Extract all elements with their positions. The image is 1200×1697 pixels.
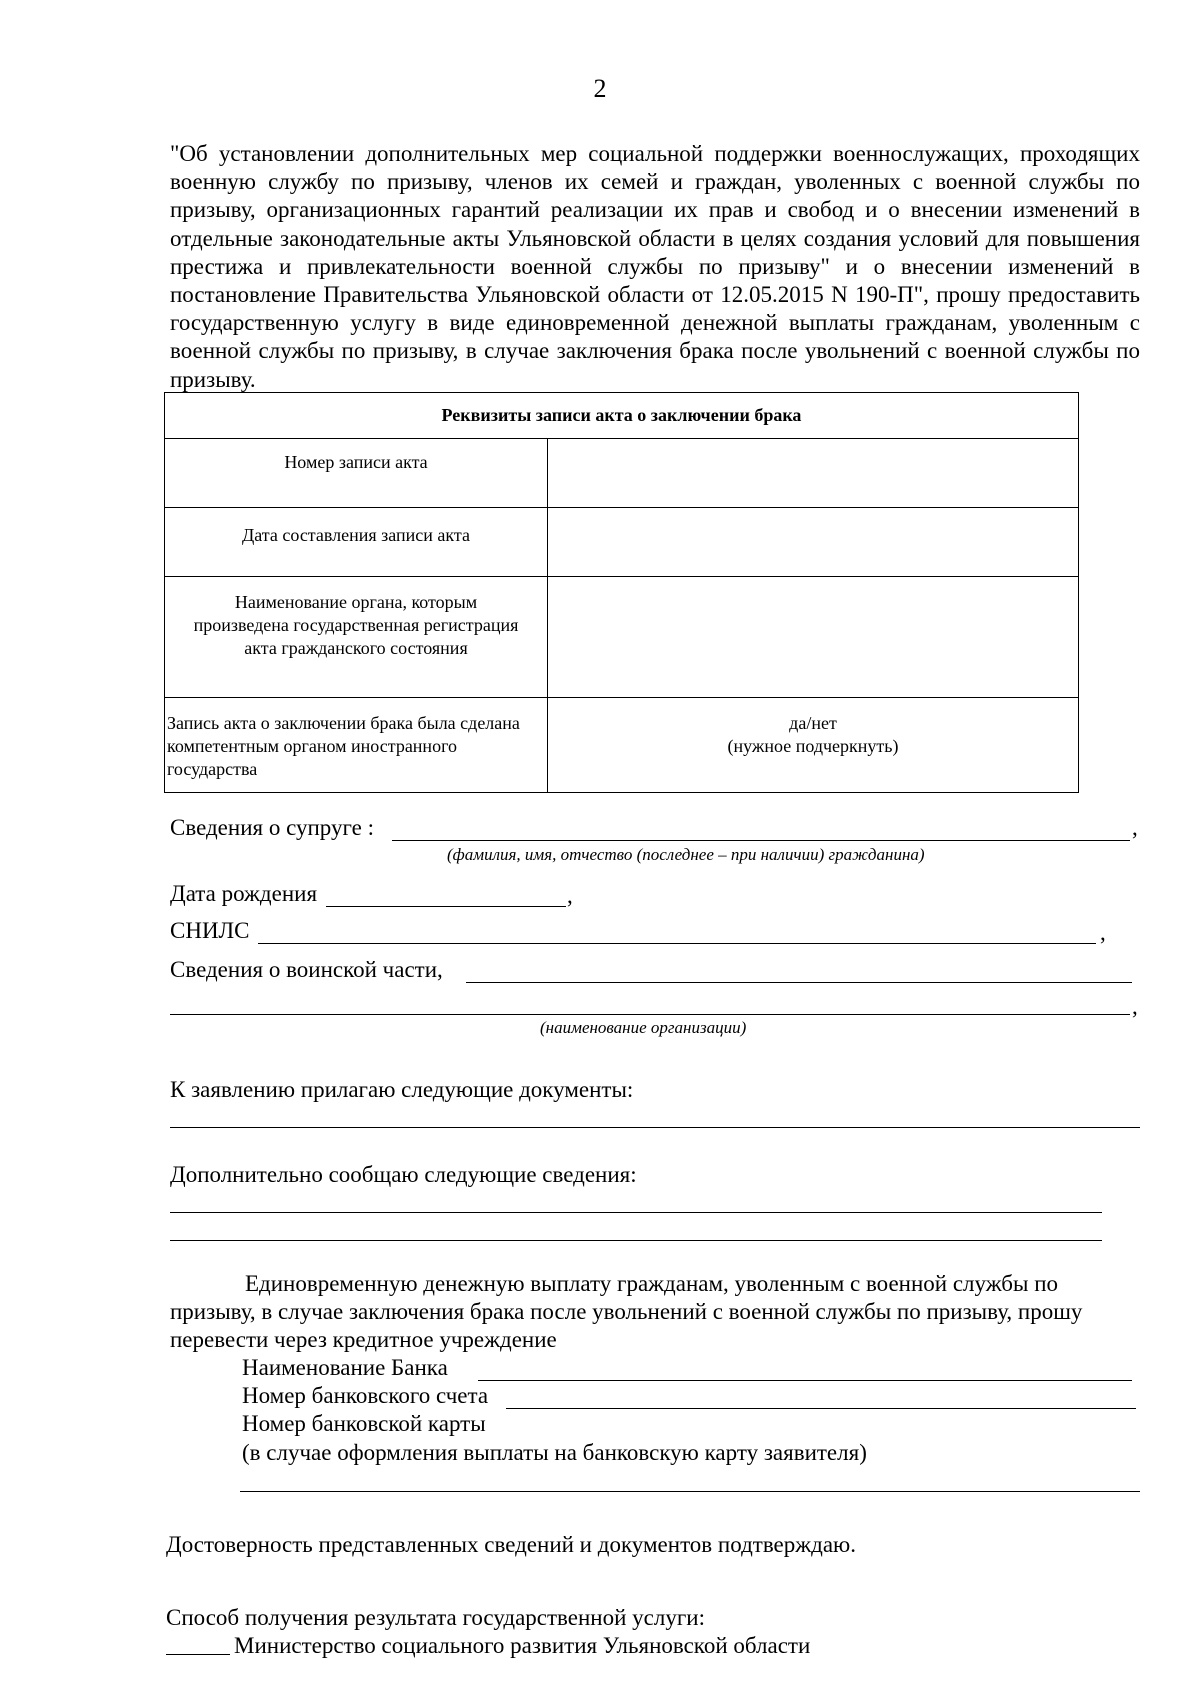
snils-field[interactable] [258, 915, 1096, 944]
foreign-authority-label: Запись акта о заключении брака была сделана компетентным органом иностранного государства [165, 698, 548, 793]
military-unit-label: Сведения о воинской части, [170, 957, 443, 982]
intro-paragraph: "Об установлении дополнительных мер социальной поддержки военнослужащих, проходящих военную службу по призыву, членов их семей и граждан, уволенных с военной службы по призыву, организационных гарантий реализации их прав и свобод и о внесении изменений в отдельные законодательные акты Ульяновской области в целях создания условий для повышения престижа и привлекательности военной службы по призыву" и о внесении изменений в постановление Правительства Ульяновской области от 12.05.2015 N 190-П", прошу предоставить государственную услугу в виде единовременной денежной выплаты гражданам, уволенным с военной службы по призыву, в случае заключения брака после увольнений с военной службы по призыву. [170, 141, 1140, 392]
bank-card-label: Номер банковской карты [242, 1411, 486, 1436]
military-unit-field-line2[interactable] [170, 990, 1130, 1015]
registration-body-label: Наименование органа, которым произведена государственная регистрация акта гражданского состояния [165, 577, 548, 698]
birth-date-field[interactable] [326, 878, 566, 907]
military-unit-hint: (наименование организации) [540, 1018, 747, 1037]
page-number: 2 [593, 74, 607, 103]
snils-label: СНИЛС [170, 918, 250, 943]
result-option-checkbox[interactable] [166, 1630, 230, 1655]
table-header: Реквизиты записи акта о заключении брака [165, 393, 1079, 439]
comma: , [567, 883, 573, 908]
confirmation-text: Достоверность представленных сведений и документов подтверждаю. [166, 1532, 856, 1557]
bank-account-label: Номер банковского счета [242, 1383, 489, 1408]
comma: , [1132, 815, 1138, 840]
spouse-name-field[interactable] [392, 812, 1130, 841]
bank-card-note: (в случае оформления выплаты на банковскую карту заявителя) [242, 1440, 867, 1465]
result-method-label: Способ получения результата государственной услуги: [166, 1605, 705, 1630]
bank-card-field[interactable] [240, 1465, 1140, 1492]
yes-no-option[interactable]: да/нет [789, 713, 837, 733]
additional-info-field-1[interactable] [170, 1190, 1102, 1213]
table-row [165, 439, 1079, 508]
bank-account-field[interactable] [506, 1380, 1136, 1409]
comma: , [1132, 994, 1138, 1019]
table-row [165, 577, 1079, 698]
result-option-label: Министерство социального развития Ульяновской области [234, 1633, 811, 1658]
attachments-field[interactable] [170, 1103, 1140, 1128]
registration-body-field[interactable] [548, 577, 1079, 698]
record-date-field[interactable] [548, 508, 1079, 577]
spouse-hint: (фамилия, имя, отчество (последнее – при наличии) гражданина) [447, 845, 925, 864]
marriage-record-table [164, 392, 1079, 793]
table-row [165, 508, 1079, 577]
bank-name-label: Наименование Банка [242, 1355, 448, 1380]
additional-info-label: Дополнительно сообщаю следующие сведения: [170, 1162, 637, 1187]
foreign-authority-field[interactable] [548, 698, 1079, 793]
additional-info-field-2[interactable] [170, 1218, 1102, 1241]
record-date-label: Дата составления записи акта [165, 508, 548, 577]
spouse-label: Сведения о супруге : [170, 815, 374, 840]
payment-paragraph: Единовременную денежную выплату гражданам, уволенным с военной службы по призыву, в случае заключения брака после увольнений с военной службы по призыву, прошу перевести через кредитное учреждение [170, 1271, 1083, 1352]
comma: , [1100, 920, 1106, 945]
underline-instruction: (нужное подчеркнуть) [727, 736, 899, 756]
record-number-label: Номер записи акта [165, 439, 548, 508]
attachments-label: К заявлению прилагаю следующие документы: [170, 1077, 634, 1102]
table-row [165, 698, 1079, 793]
record-number-field[interactable] [548, 439, 1079, 508]
birth-date-label: Дата рождения [170, 881, 318, 906]
bank-name-field[interactable] [478, 1352, 1132, 1381]
military-unit-field-line1[interactable] [466, 954, 1132, 983]
